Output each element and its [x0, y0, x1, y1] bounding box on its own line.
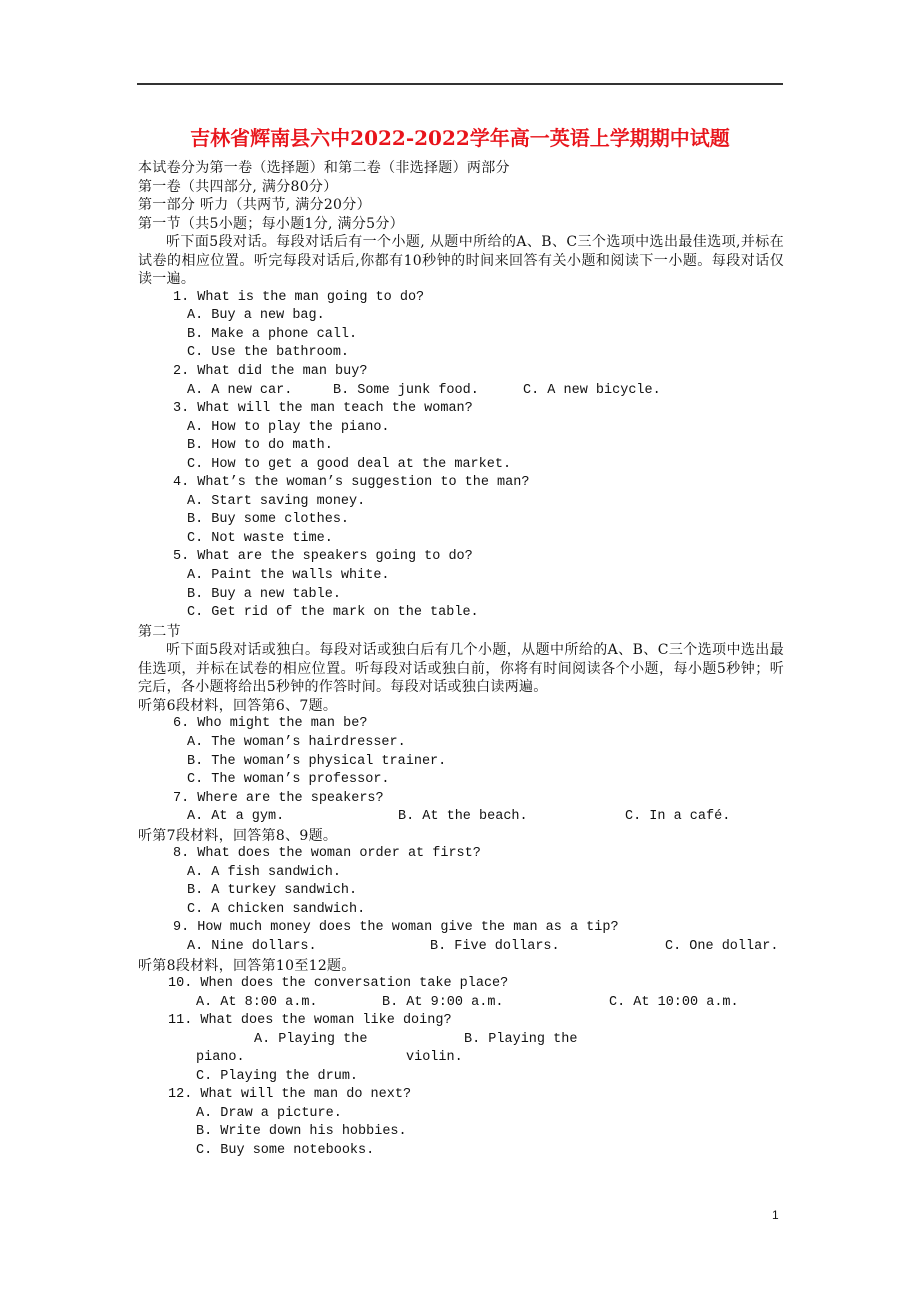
option: C. Use the bathroom.	[187, 345, 350, 361]
option: C. How to get a good deal at the market.	[187, 456, 512, 472]
option: A. Buy a new bag.	[187, 308, 325, 324]
inline-options	[138, 938, 784, 957]
question: 7. Where are the speakers?	[173, 790, 384, 806]
option: C. Buy some notebooks.	[196, 1142, 375, 1158]
question: 12. What will the man do next?	[168, 1087, 412, 1103]
option: A. The woman’s hairdresser.	[187, 734, 406, 750]
option: C. In a café.	[625, 809, 731, 825]
inline-options	[138, 994, 784, 1013]
intro-line: 第一部分 听力（共两节, 满分20分）	[138, 197, 371, 214]
option: A. How to play the piano.	[187, 419, 390, 435]
question: 10. When does the conversation take place?	[168, 976, 509, 992]
question: 1. What is the man going to do?	[173, 289, 425, 305]
option: C. The woman’s professor.	[187, 772, 390, 788]
page-title: 吉林省辉南县六中2022-2022学年高一英语上学期期中试题	[190, 126, 730, 150]
option: A. At a gym.	[187, 809, 285, 825]
question: 11. What does the woman like doing?	[168, 1013, 452, 1029]
question: 2. What did the man buy?	[173, 364, 368, 380]
intro-line: 第一卷（共四部分, 满分80分）	[138, 178, 338, 195]
option: A. A new car.	[187, 382, 293, 398]
option: C. Not waste time.	[187, 530, 333, 546]
option: A. Paint the walls white.	[187, 568, 390, 584]
document-body	[138, 159, 784, 1161]
question: 9. How much money does the woman give the man as a tip?	[173, 920, 619, 936]
option: B. Five dollars.	[430, 938, 560, 954]
inline-options	[138, 1031, 784, 1087]
option: C. A chicken sandwich.	[187, 901, 366, 917]
option: A. Draw a picture.	[196, 1105, 342, 1121]
option: B. Write down his hobbies.	[196, 1124, 407, 1140]
option: B. Some junk food.	[333, 382, 479, 398]
option: C. Playing the drum.	[196, 1068, 359, 1084]
question: 6. Who might the man be?	[173, 716, 368, 732]
option: A. A fish sandwich.	[187, 864, 341, 880]
header-rule	[137, 83, 783, 85]
option: C. One dollar.	[665, 938, 779, 954]
option: B. Buy a new table.	[187, 586, 341, 602]
option: B. The woman’s physical trainer.	[187, 753, 447, 769]
option: B. A turkey sandwich.	[187, 883, 358, 899]
question: 5. What are the speakers going to do?	[173, 549, 473, 565]
page-number: 1	[772, 1208, 779, 1222]
group-lead: 听第8段材料，回答第10至12题。	[138, 957, 356, 974]
option: A. At 8:00 a.m.	[196, 994, 318, 1010]
group-lead: 听第6段材料，回答第6、7题。	[138, 697, 338, 714]
option: A. Nine dollars.	[187, 938, 317, 954]
section2-heading: 第二节	[138, 623, 181, 640]
option: C. At 10:00 a.m.	[609, 994, 739, 1010]
option: B. Buy some clothes.	[187, 512, 350, 528]
intro-line: 本试卷分为第一卷（选择题）和第二卷（非选择题）两部分	[138, 160, 510, 176]
option: A. Playing the piano.	[196, 1031, 368, 1066]
option: B. How to do math.	[187, 438, 333, 454]
option: B. Playing the violin.	[406, 1031, 578, 1066]
question: 4. What’s the woman’s suggestion to the man?	[173, 475, 530, 491]
option: B. Make a phone call.	[187, 326, 358, 342]
group-lead: 听第7段材料，回答第8、9题。	[138, 827, 338, 844]
intro-line: 第一节（共5小题；每小题1分, 满分5分）	[138, 215, 404, 232]
inline-options	[138, 808, 784, 827]
section2-instructions: 听下面5段对话或独白。每段对话或独白后有几个小题，从题中所给的A、B、C三个选项中选出最佳选项，并标在试卷的相应位置。听每段对话或独白前，你将有时间阅读各个小题，每小题5秒钟；听完后，各小题将给出5秒钟的作答时间。每段对话或独白读两遍。	[138, 642, 784, 696]
inline-options	[138, 382, 784, 401]
option: C. Get rid of the mark on the table.	[187, 605, 479, 621]
section1-instructions: 听下面5段对话。每段对话后有一个小题, 从题中所给的A、B、C三个选项中选出最佳选项,并标在试卷的相应位置。听完每段对话后,你都有10秒钟的时间来回答有关小题和阅读下一小题。每段对话仅读一遍。	[138, 234, 784, 288]
option: C. A new bicycle.	[523, 382, 661, 398]
option: B. At the beach.	[398, 809, 528, 825]
question: 8. What does the woman order at first?	[173, 846, 481, 862]
option: A. Start saving money.	[187, 493, 366, 509]
option: B. At 9:00 a.m.	[382, 994, 504, 1010]
question: 3. What will the man teach the woman?	[173, 401, 473, 417]
